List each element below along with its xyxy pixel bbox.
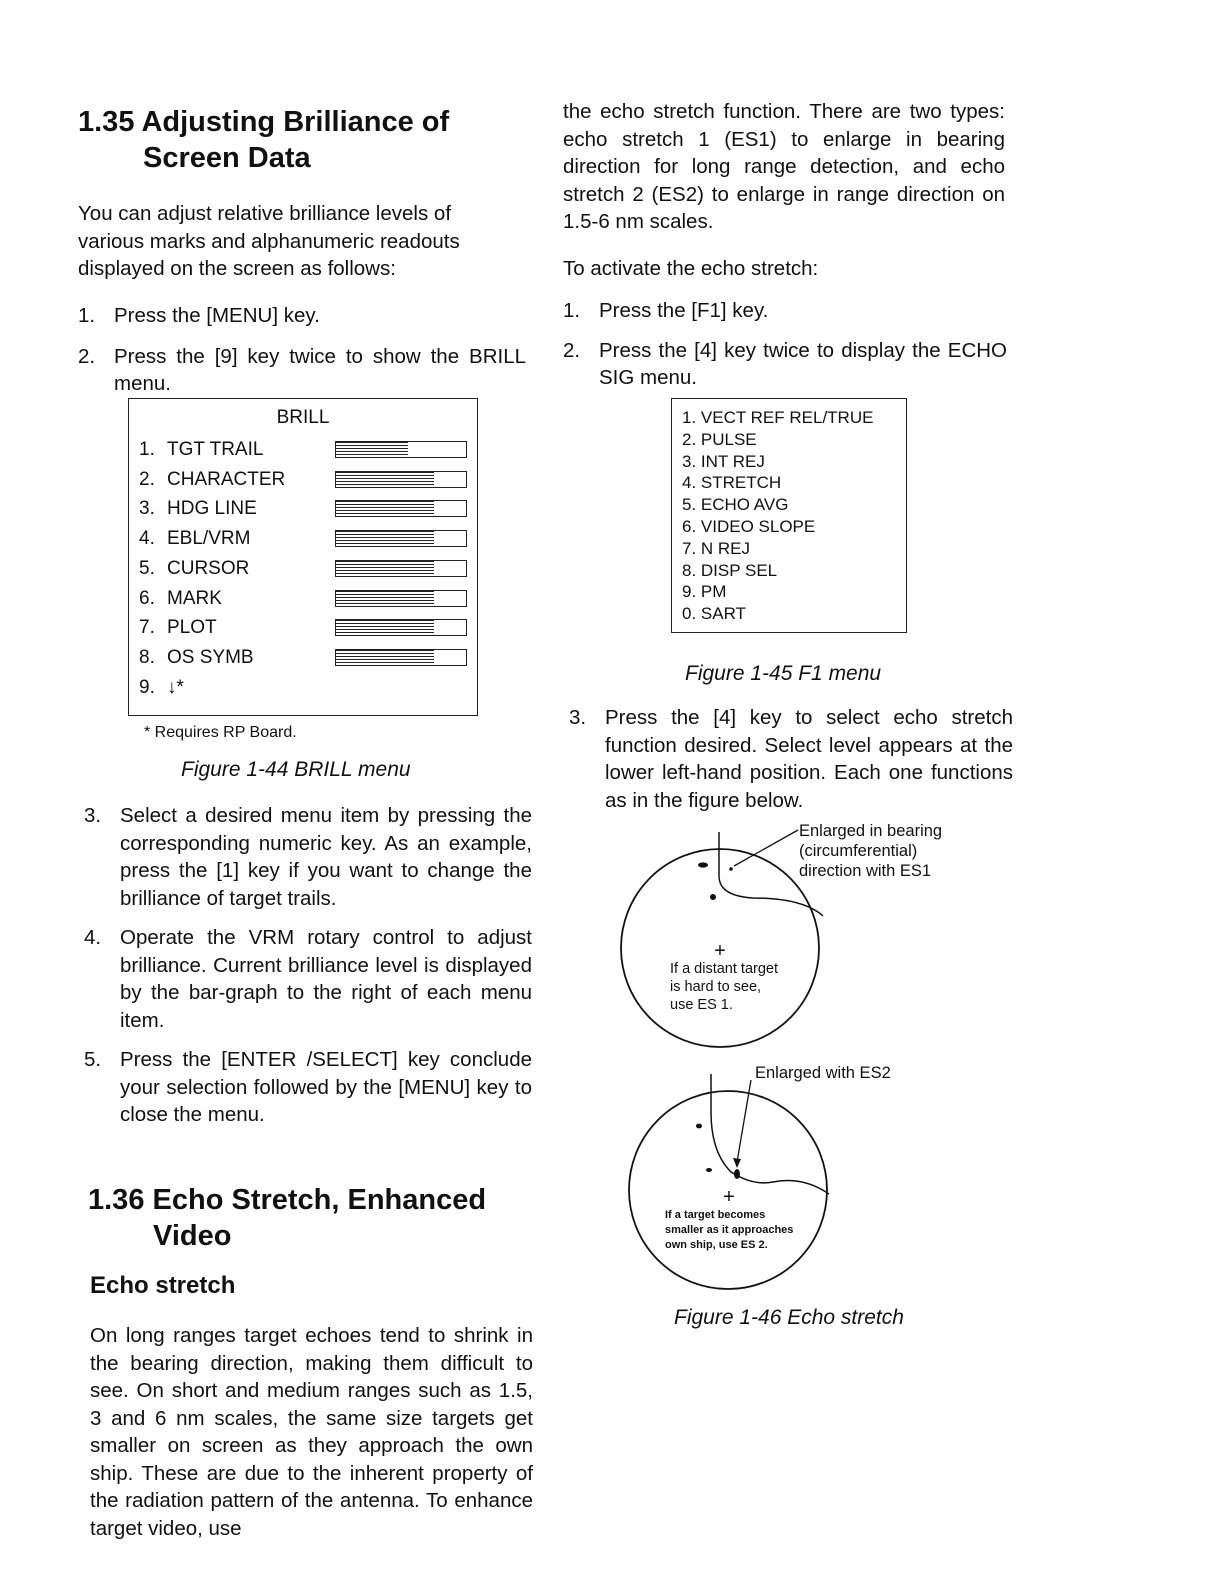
es1-echo (710, 894, 716, 900)
f1-menu-box (671, 398, 907, 633)
f1-menu-item: 7. N REJ (682, 538, 751, 558)
steps-list-a (78, 302, 526, 398)
arrow-head-icon (733, 1158, 741, 1168)
brill-menu-item (139, 439, 469, 465)
section-title-line1: Echo Stretch, Enhanced (152, 1184, 487, 1216)
es1-inner-line3: use ES 1. (670, 997, 733, 1013)
own-ship-cross-icon: + (714, 940, 726, 962)
brill-item-label: CHARACTER (167, 468, 286, 490)
brill-item-label: PLOT (167, 617, 217, 639)
step-item: 1. Press the [F1] key. (563, 299, 769, 322)
es2-echo (696, 1124, 702, 1129)
brill-menu-item (139, 498, 469, 524)
echo-stretch-figure (603, 812, 1023, 1308)
subsection-heading: Echo stretch (90, 1272, 236, 1299)
step-item: 2. Press the [9] key twice to show the BRILL menu. (78, 344, 526, 395)
es2-label: Enlarged with ES2 (755, 1064, 891, 1082)
section-heading-1-35 (78, 104, 548, 176)
step-item: 1. Press the [MENU] key. (78, 304, 320, 327)
brilliance-bar-fill (336, 472, 434, 487)
es2-diagram (629, 1064, 891, 1289)
brill-item-number: 3. (139, 498, 155, 520)
step-item: 4. Operate the VRM rotary control to adjust brilliance. Current brilliance level is displayed by the bar-graph to the right of each menu item. (84, 926, 532, 1032)
intro-paragraph: You can adjust relative brilliance levels of various marks and alphanumeric readouts displayed on the screen as follows: (78, 202, 460, 280)
section-title-line2: Video (153, 1220, 232, 1252)
brilliance-bar-fill (336, 531, 434, 546)
f1-menu-item: 5. ECHO AVG (682, 495, 789, 515)
f1-menu-item: 6. VIDEO SLOPE (682, 516, 816, 536)
brill-item-label: ↓* (167, 676, 184, 698)
brill-item-number: 1. (139, 439, 155, 460)
brill-item-number: 6. (139, 587, 155, 609)
brill-item-label: MARK (167, 587, 222, 609)
brilliance-bar-graph (335, 619, 467, 636)
es1-coast-line (719, 876, 823, 916)
brill-item-number: 8. (139, 646, 155, 668)
brilliance-bar-graph (335, 590, 467, 607)
brill-item-number: 4. (139, 528, 155, 550)
brill-menu-item (139, 528, 469, 554)
steps-list-right-b (569, 704, 1013, 814)
brill-menu-box (128, 398, 478, 716)
figure-caption-1-46: Figure 1-46 Echo stretch (674, 1306, 904, 1329)
brilliance-bar-graph (335, 500, 467, 517)
es2-inner-line2: smaller as it approaches (665, 1224, 794, 1236)
f1-menu-item: 2. PULSE (682, 429, 757, 449)
es2-inner-line1: If a target becomes (665, 1209, 766, 1221)
brill-item-label: CURSOR (167, 557, 250, 579)
f1-menu-item: 0. SART (682, 604, 746, 624)
brill-item-number: 7. (139, 617, 155, 639)
section-title-line2: Screen Data (143, 142, 311, 174)
brill-item-number: 5. (139, 557, 155, 579)
activate-line: To activate the echo stretch: (563, 257, 819, 280)
es1-label-line3: direction with ES1 (799, 862, 932, 880)
steps-list-b (84, 802, 532, 1129)
brilliance-bar-graph (335, 471, 467, 488)
brill-item-label: OS SYMB (167, 646, 254, 668)
es1-label-line2: (circumferential) (799, 842, 918, 860)
brill-menu-item (139, 469, 469, 495)
es1-label-line1: Enlarged in bearing (799, 822, 943, 840)
f1-menu-item: 1. VECT REF REL/TRUE (682, 408, 874, 427)
es2-echo-small (706, 1168, 712, 1172)
figure-caption-1-44: Figure 1-44 BRILL menu (181, 758, 411, 781)
brill-item-label: TGT TRAIL (167, 439, 264, 460)
section-number: 1.36 (88, 1184, 145, 1216)
brill-menu-item (139, 677, 469, 703)
brilliance-bar-graph (335, 441, 467, 458)
brill-item-label: EBL/VRM (167, 528, 251, 550)
figure-caption-1-45: Figure 1-45 F1 menu (685, 662, 882, 685)
f1-menu-item: 3. INT REJ (682, 451, 765, 471)
brill-menu-title: BRILL (276, 407, 330, 428)
brilliance-bar-fill (336, 620, 434, 635)
brilliance-bar-fill (336, 561, 434, 576)
brill-menu-item (139, 647, 469, 673)
es1-inner-line2: is hard to see, (670, 979, 762, 995)
continued-paragraph: the echo stretch function. There are two types: echo stretch 1 (ES1) to enlarge in bearing direction for long range detection, and echo stretch 2 (ES2) to enlarge in range direction on 1.5-6 nm scales. (563, 100, 1005, 233)
es2-coast-line (711, 1112, 829, 1194)
brill-item-number: 9. (139, 676, 155, 698)
brilliance-bar-fill (336, 442, 408, 457)
es1-diagram (621, 822, 942, 1047)
f1-menu-item: 9. PM (682, 582, 727, 602)
step-item: 3. Press the [4] key to select echo stretch function desired. Select level appears at the lower left-hand position. Each one functions as in the figure below. (569, 706, 1013, 812)
section-heading-1-36 (88, 1182, 558, 1254)
es1-echo-small (729, 867, 733, 871)
brill-menu-item (139, 617, 469, 643)
brilliance-bar-graph (335, 530, 467, 547)
footnote: * Requires RP Board. (144, 724, 297, 741)
section-title-line1: Adjusting Brilliance of (141, 106, 450, 138)
section-number: 1.35 (78, 106, 135, 138)
es2-inner-line3: own ship, use ES 2. (665, 1239, 768, 1251)
es2-echo-stretched (734, 1169, 740, 1179)
f1-menu-item: 4. STRETCH (682, 473, 782, 493)
brilliance-bar-graph (335, 560, 467, 577)
step-item: 2. Press the [4] key twice to display the ECHO SIG menu. (563, 338, 1007, 389)
brilliance-bar-fill (336, 650, 434, 665)
brill-menu-item (139, 588, 469, 614)
es1-inner-line1: If a distant target (670, 961, 779, 977)
brilliance-bar-fill (336, 501, 434, 516)
f1-menu-item: 8. DISP SEL (682, 560, 778, 580)
brilliance-bar-fill (336, 591, 434, 606)
brill-item-number: 2. (139, 468, 155, 490)
steps-list-right-a (563, 297, 1007, 392)
own-ship-cross-icon: + (723, 1186, 735, 1208)
brill-menu-item (139, 558, 469, 584)
es1-echo-stretched (698, 862, 708, 867)
step-item: 3. Select a desired menu item by pressing the corresponding numeric key. As an example, press the [1] key if you want to change the brilliance of target trails. (84, 804, 532, 910)
brilliance-bar-graph (335, 649, 467, 666)
step-item: 5. Press the [ENTER /SELECT] key conclude your selection followed by the [MENU] key to close the menu. (84, 1048, 532, 1126)
brill-item-label: HDG LINE (167, 498, 257, 520)
echo-stretch-paragraph: On long ranges target echoes tend to shrink in the bearing direction, making them difficult to see. On short and medium ranges such as 1.5, 3 and 6 nm scales, the same size targets get smaller on screen as they approach the own ship. These are due to the inherent property of the radiation pattern of the antenna. To enhance target video, use (90, 1324, 533, 1540)
